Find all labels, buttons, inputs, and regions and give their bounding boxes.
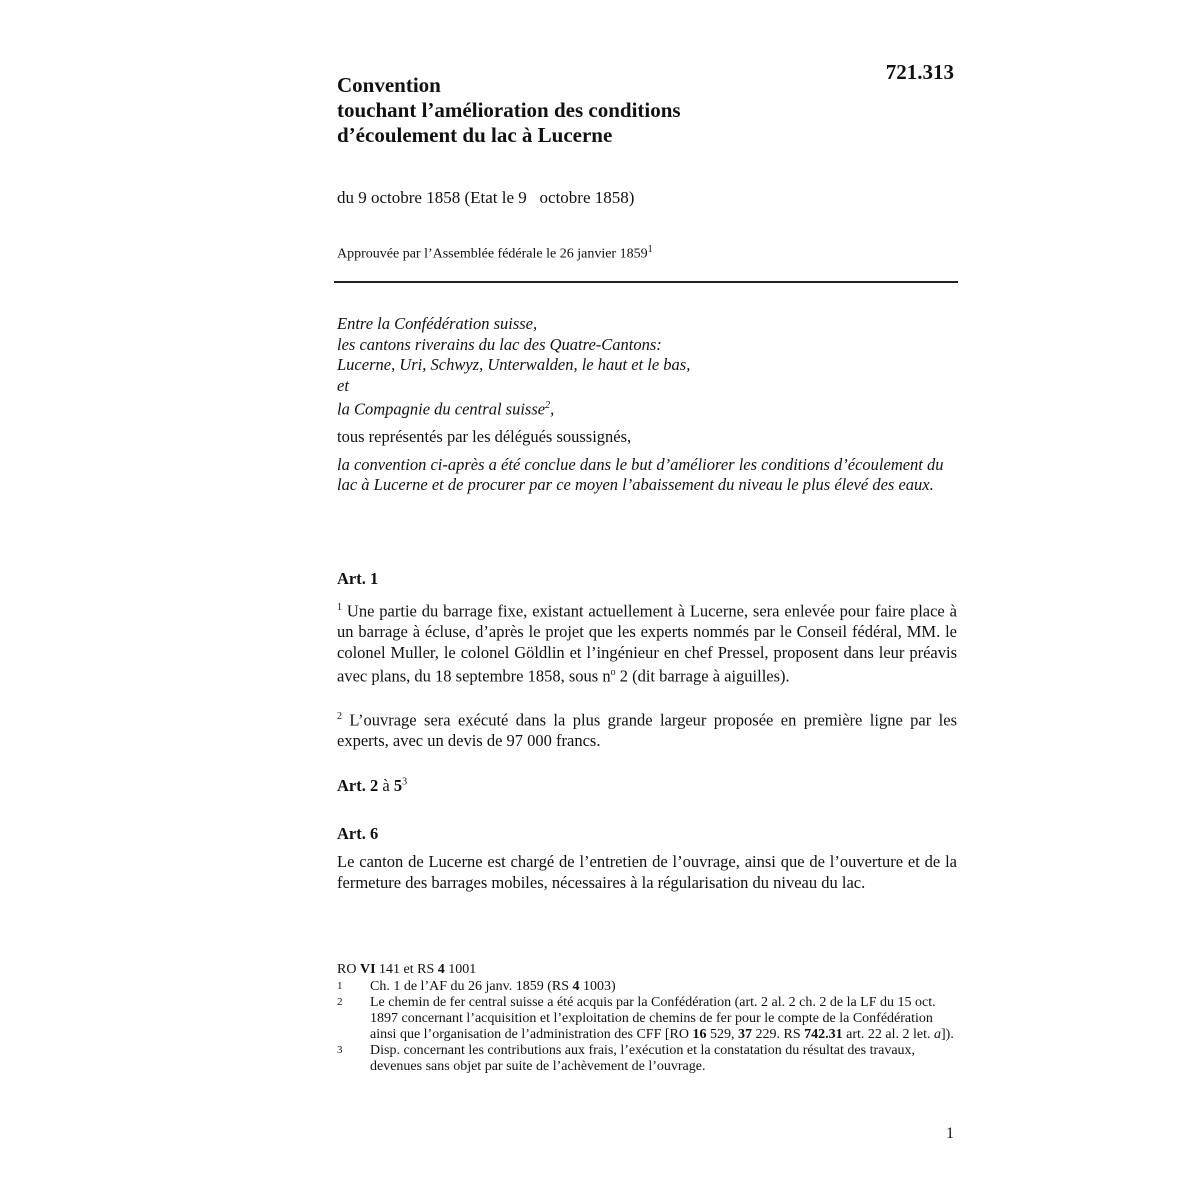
page-number: 1 <box>946 1125 954 1142</box>
title-line-2: touchant l’amélioration des conditions <box>337 98 681 122</box>
heading-part: à <box>378 776 394 795</box>
document-title <box>337 73 681 148</box>
heading-part: Art. 2 <box>337 776 379 795</box>
text-part: 229. RS <box>752 1027 805 1042</box>
article-1-paragraph-1 <box>337 598 957 687</box>
paragraph-text: L’ouvrage sera exécuté dans la plus grande largeur proposée en première ligne par les experts, avec un devis de 97 000 francs. <box>337 710 957 750</box>
title-line-1: Convention <box>337 73 441 97</box>
footnote-number: 3 <box>337 1044 343 1056</box>
footnote-number: 2 <box>337 996 343 1008</box>
text-part: VI <box>359 962 376 977</box>
preamble-represented: tous représentés par les délégués soussignés, <box>337 427 632 446</box>
text-part: 141 et RS <box>375 962 438 977</box>
preamble-line-2: les cantons riverains du lac des Quatre-Cantons: <box>337 334 662 354</box>
footnote-3 <box>337 1043 957 1075</box>
articles-2-5-heading <box>337 776 407 796</box>
preamble-line-1: Entre la Confédération suisse, <box>337 314 538 333</box>
article-6-text: Le canton de Lucerne est chargé de l’entretien de l’ouvrage, ainsi que de l’ouverture et de la fermeture des barrages mobiles, nécessaires à la régularisation du niveau du lac. <box>337 852 957 892</box>
heading-part: 5 <box>393 776 403 795</box>
footnote-ref-2[interactable]: 2 <box>545 400 551 411</box>
ordinal-superscript: o <box>610 667 616 678</box>
text-part: 37 <box>738 1027 752 1042</box>
text-part: 529, <box>706 1027 738 1042</box>
preamble-line-4: et <box>337 375 349 395</box>
text-part: Ch. 1 de l’AF du 26 janv. 1859 (RS <box>370 979 573 994</box>
text-part: 4 <box>572 979 580 994</box>
date-line: du 9 octobre 1858 (Etat le 9 octobre 1858) <box>337 188 635 207</box>
source-reference <box>337 962 957 978</box>
preamble-line-5-text: la Compagnie du central suisse <box>337 399 546 419</box>
preamble-line-3: Lucerne, Uri, Schwyz, Unterwalden, le haut et le bas, <box>337 355 691 374</box>
text-part: a <box>934 1027 941 1042</box>
text-part: Le chemin de fer central suisse a été acquis par la Confédération (art. 2 al. 2 ch. 2 de la LF du 15 oct. 1897 concernant l’acquisition et l’exploitation de chemins de fer pour le compte de la Confédération ainsi que l’organisation de l’administration des CFF [RO <box>370 995 936 1042</box>
paragraph-number: 2 <box>337 711 342 722</box>
paragraph-text: 2 (dit barrage à aiguilles). <box>615 666 790 686</box>
footnote-1 <box>337 979 957 995</box>
preamble-line-5 <box>337 396 957 420</box>
article-1-heading: Art. 1 <box>337 569 379 588</box>
text-part: 1001 <box>444 962 477 977</box>
preamble <box>337 314 957 496</box>
header-divider <box>334 281 958 283</box>
text-part: art. 22 al. 2 let. <box>842 1027 934 1042</box>
preamble-purpose: la convention ci-après a été conclue dans le but d’améliorer les conditions d’écoulement du lac à Lucerne et de procurer par ce moyen l’abaissement du niveau le plus élevé des eaux. <box>337 454 944 494</box>
text-part: 1003) <box>579 979 616 994</box>
approval-text: Approuvée par l’Assemblée fédérale le 26 janvier 1859 <box>337 246 648 262</box>
text-part: 4 <box>437 962 445 977</box>
paragraph-number: 1 <box>337 602 342 613</box>
footnote-number: 1 <box>337 980 343 992</box>
article-6-heading: Art. 6 <box>337 824 379 843</box>
title-line-3: d’écoulement du lac à Lucerne <box>337 123 613 147</box>
paragraph-text: Une partie du barrage fixe, existant actuellement à Lucerne, sera enlevée pour faire place à un barrage à écluse, d’après le projet que les experts nommés par le Conseil fédéral, MM. le colonel Muller, le colonel Göldlin et l’ingénieur en chef Pressel, proposent dans leur préavis avec plans, du 18 septembre 1858, sous n <box>337 601 957 686</box>
preamble-line-5-end: , <box>550 399 555 419</box>
text-part: 16 <box>692 1027 707 1042</box>
article-1-paragraph-2 <box>337 707 957 752</box>
sr-number: 721.313 <box>885 60 954 84</box>
footnote-ref-3[interactable]: 3 <box>402 776 408 788</box>
footnote-2 <box>337 995 957 1043</box>
text-part: RO <box>337 962 360 977</box>
text-part: Disp. concernant les contributions aux frais, l’exécution et la constatation du résultat des travaux, devenues sans objet par suite de l’achèvement de l’ouvrage. <box>370 1043 916 1074</box>
text-part: ]). <box>941 1027 954 1042</box>
footnote-ref-1[interactable]: 1 <box>647 244 653 255</box>
approval-note <box>337 244 653 263</box>
footnotes <box>337 962 957 1075</box>
document-page <box>337 0 957 1200</box>
text-part: 742.31 <box>804 1027 843 1042</box>
